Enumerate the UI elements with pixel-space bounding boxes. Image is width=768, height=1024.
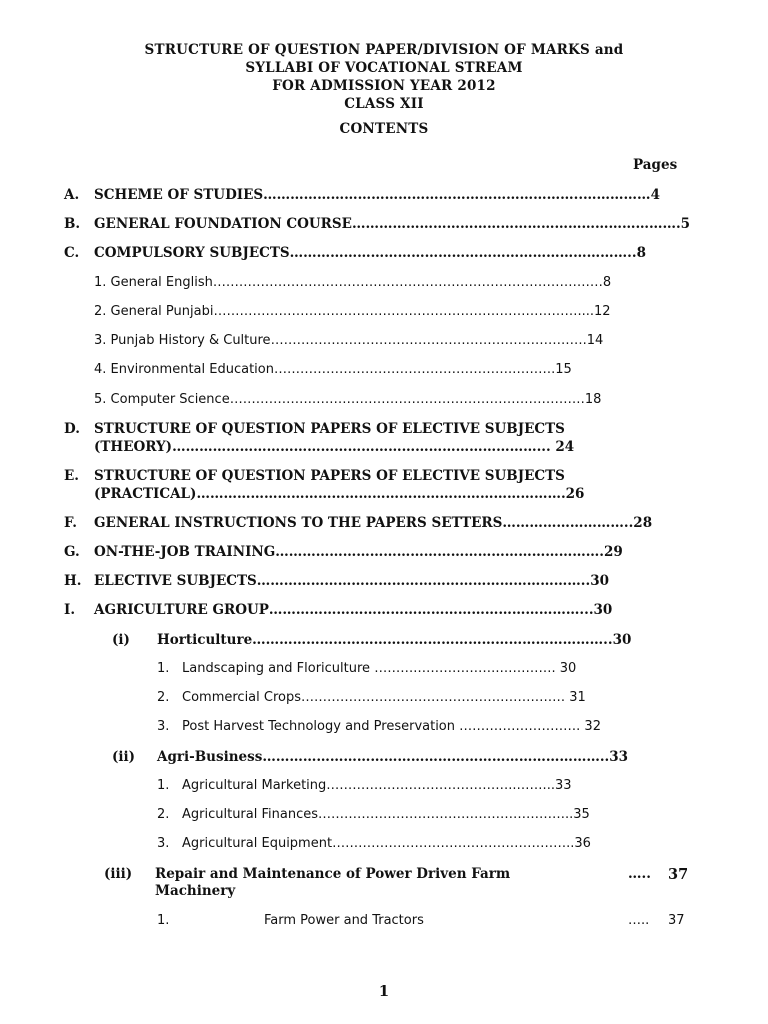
page-number: 1 [378,982,390,1000]
toc-title: COMPULSORY SUBJECTS [94,245,290,261]
toc-leader: ………………………………………………………………. [270,333,587,348]
toc-entry-repair-title2: Machinery [155,883,236,899]
doc-title-line4: CLASS XII [344,96,424,112]
toc-entry-c[interactable] [94,245,694,261]
toc-roman-ii: (ii) [112,749,136,765]
toc-page: 32 [584,719,601,734]
toc-title: (PRACTICAL) [94,486,197,502]
toc-page: 12 [593,304,611,319]
toc-letter-e: E. [64,468,79,484]
toc-roman-iii: (iii) [104,866,133,882]
toc-entry-f[interactable] [94,515,694,531]
toc-entry-agri-marketing[interactable] [182,778,692,793]
toc-leader: ……………………….. [502,515,634,531]
toc-entry-repair-title[interactable]: Repair and Maintenance of Power Driven Farm [155,866,511,882]
toc-leader: ………………………………………………………………….. [262,749,610,765]
toc-leader: ………………………………………………………………………….... [213,304,594,319]
toc-letter-g: G. [64,544,80,560]
toc-title: 2. General Punjabi [94,304,214,319]
toc-num: 3. [157,836,170,851]
toc-leader: ……………………………………..……... [326,778,555,793]
toc-title: 3. Punjab History & Culture [94,333,271,348]
toc-entry-c1[interactable] [94,275,694,290]
toc-leader: ….. [628,866,651,882]
toc-leader: ……………………………………………………………..…………… [263,187,651,203]
toc-entry-b[interactable] [94,216,694,232]
toc-entry-d-title[interactable]: STRUCTURE OF QUESTION PAPERS OF ELECTIVE SUBJECTS [94,421,565,437]
toc-roman-i: (i) [112,632,130,648]
toc-entry-e[interactable] [94,486,694,502]
toc-title: Agricultural Marketing [182,778,327,793]
toc-letter-f: F. [64,515,77,531]
toc-title: 1. General English [94,275,213,290]
toc-page: 33 [554,778,572,793]
toc-entry-e-title[interactable]: STRUCTURE OF QUESTION PAPERS OF ELECTIVE SUBJECTS [94,468,565,484]
toc-entry-landscaping[interactable] [182,661,692,676]
toc-title: ELECTIVE SUBJECTS [94,573,257,589]
contents-heading: CONTENTS [339,121,429,137]
toc-leader: ……………………………………………………………… [351,216,676,232]
toc-leader: ……….……………….…………. [374,661,556,676]
toc-leader: ……………………………………………………………... [268,602,594,618]
toc-leader: ………………………………………………………………….. [289,245,637,261]
doc-title-line1: STRUCTURE OF QUESTION PAPER/DIVISION OF MARKS and [144,42,624,58]
toc-leader: ……………………………………………………………….. [256,573,591,589]
toc-title: Landscaping and Floriculture [182,661,371,676]
toc-title: Horticulture [157,632,253,648]
toc-num: 1. [157,661,170,676]
toc-title: Commercial Crops [182,690,301,705]
toc-num: 3. [157,719,170,734]
toc-letter-h: H. [64,573,82,589]
toc-page: 29 [603,544,623,560]
toc-num: 2. [157,807,170,822]
toc-title: 5. Computer Science [94,392,230,407]
toc-leader: ……………………………………………….………. [273,362,556,377]
toc-page: 30 [559,661,577,676]
doc-title-line3: FOR ADMISSION YEAR 2012 [272,78,496,94]
toc-page: 14 [586,333,604,348]
toc-page: 30 [593,602,613,618]
toc-page: 4 [650,187,660,203]
toc-entry-d[interactable] [94,439,694,455]
toc-page: .5 [675,216,691,232]
toc-leader: ………………………………………………………………………... [172,439,551,455]
toc-page: 8 [636,245,646,261]
toc-leader: …………………………………………………………………….. [252,632,613,648]
toc-num: 1. [157,778,170,793]
toc-leader: ………………………. [459,719,581,734]
toc-leader: ……………………………………………………………………………… [212,275,603,290]
toc-letter-c: C. [64,245,80,261]
toc-page: 26 [565,486,585,502]
toc-num: 2. [157,690,170,705]
toc-page: 28 [633,515,653,531]
toc-entry-farm-power[interactable]: Farm Power and Tractors [264,913,424,928]
toc-entry-a[interactable] [94,187,694,203]
toc-page: 8 [602,275,612,290]
toc-leader: ………………………………………………….. [318,807,574,822]
toc-letter-i: I. [64,602,76,618]
toc-leader: ……………….……………………………………………………… [229,392,585,407]
toc-title: GENERAL INSTRUCTIONS TO THE PAPERS SETTERS [94,515,503,531]
toc-letter-d: D. [64,421,80,437]
toc-leader: ……………………………………….…………… [301,690,566,705]
toc-entry-c3[interactable] [94,333,694,348]
toc-leader: ………………………………………………………………. [275,544,604,560]
toc-title: AGRICULTURE GROUP [94,602,269,618]
toc-title: (THEORY) [94,439,173,455]
toc-page: 31 [569,690,586,705]
toc-entry-post-harvest[interactable] [182,719,692,734]
toc-entry-h[interactable] [94,573,694,589]
toc-page: 37 [668,913,685,928]
toc-page: 30 [612,632,632,648]
toc-page: 30 [590,573,609,589]
toc-entry-commercial-crops[interactable] [182,690,692,705]
toc-page: 33 [609,749,629,765]
toc-leader: ……………………………………………….. [332,836,575,851]
toc-leader: ….. [628,913,650,928]
toc-letter-a: A. [64,187,80,203]
toc-title: Agricultural Equipment [182,836,333,851]
toc-title: ON-THE-JOB TRAINING [94,544,276,560]
toc-entry-c2[interactable] [94,304,694,319]
toc-entry-agri-equipment[interactable] [182,836,692,851]
toc-title: Agri-Business [157,749,263,765]
doc-title-line2: SYLLABI OF VOCATIONAL STREAM [245,60,523,76]
toc-title: Agricultural Finances [182,807,318,822]
toc-leader: ………………………………………………………………………. [196,486,566,502]
toc-letter-b: B. [64,216,81,232]
toc-title: Post Harvest Technology and Preservation [182,719,455,734]
toc-page: 36 [574,836,591,851]
toc-entry-c5[interactable] [94,392,694,407]
toc-entry-i[interactable] [94,602,694,618]
toc-entry-horticulture[interactable] [157,632,692,648]
toc-page: 18 [584,392,602,407]
pages-column-label: Pages [633,157,678,173]
toc-title: 4. Environmental Education [94,362,274,377]
toc-entry-g[interactable] [94,544,694,560]
toc-page: 37 [668,866,689,883]
toc-entry-agri-business[interactable] [157,749,692,765]
toc-num: 1. [157,913,170,928]
toc-page: 15 [555,362,572,377]
toc-entry-agri-finances[interactable] [182,807,692,822]
toc-title: GENERAL FOUNDATION COURSE [94,216,352,232]
toc-entry-c4[interactable] [94,362,694,377]
toc-title: SCHEME OF STUDIES [94,187,264,203]
toc-page: 35 [573,807,590,822]
toc-page: 24 [555,439,575,455]
